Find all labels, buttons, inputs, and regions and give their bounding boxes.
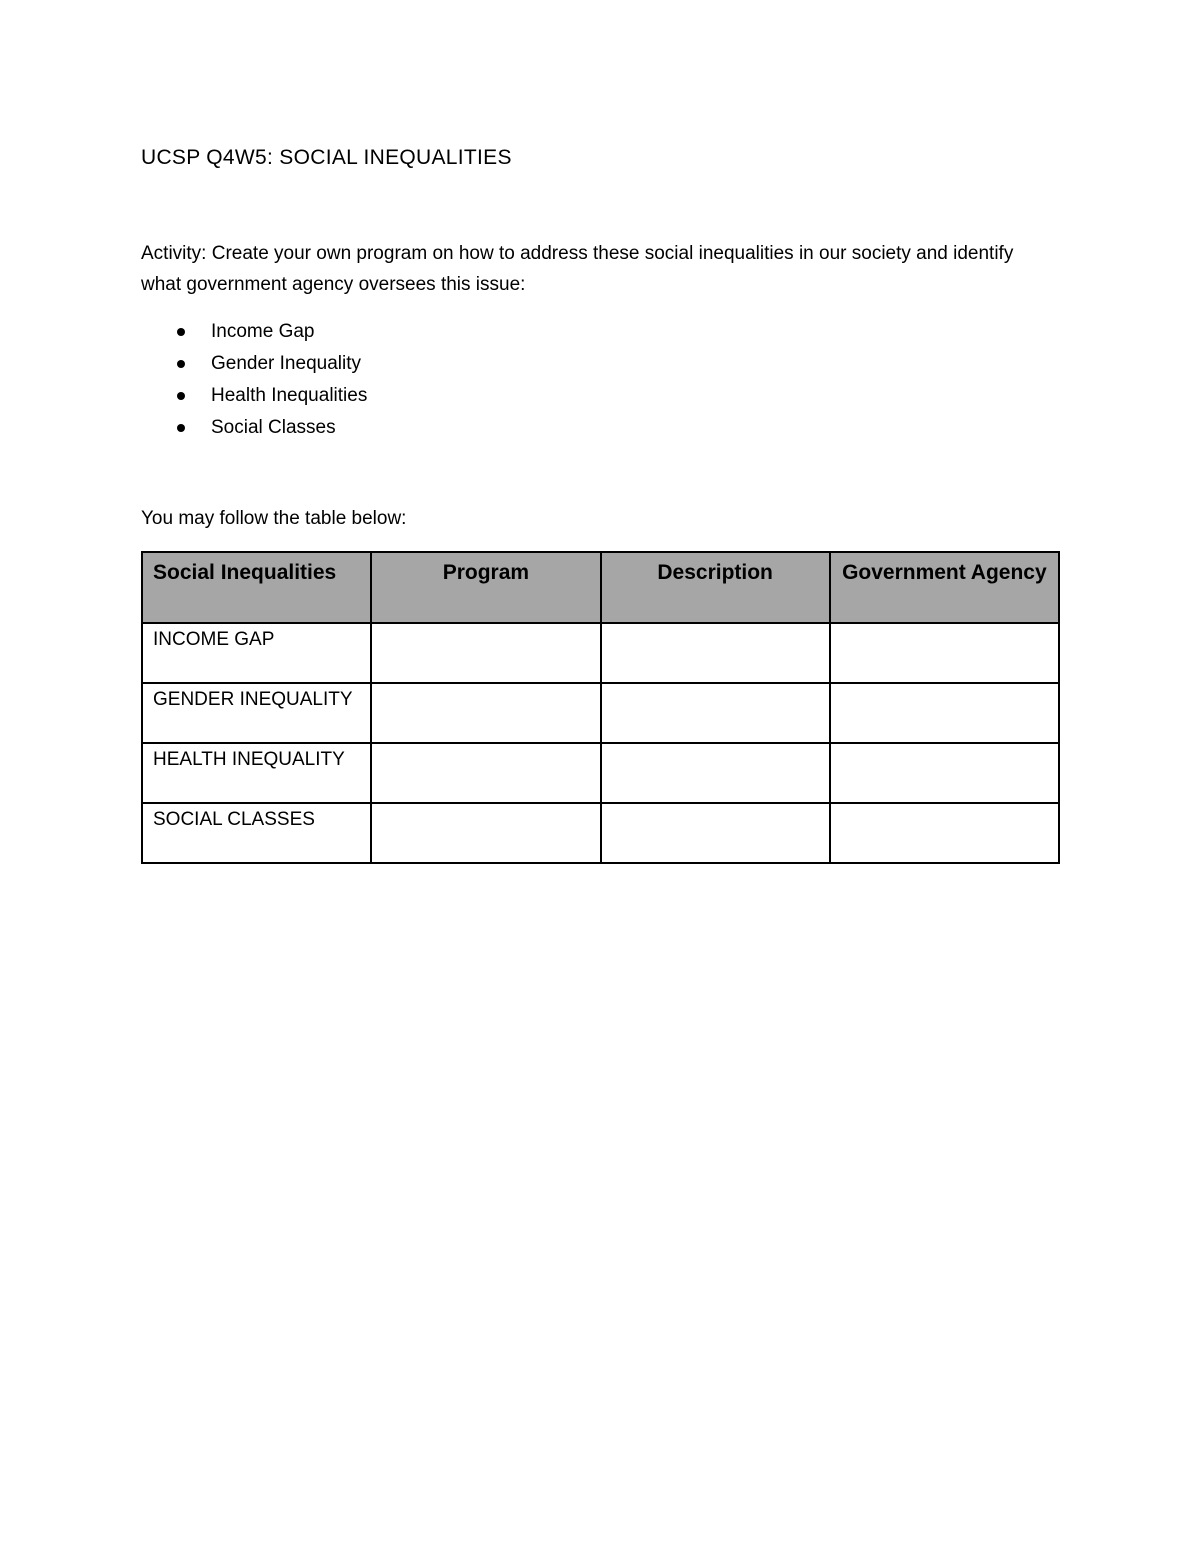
row-label: GENDER INEQUALITY — [142, 683, 371, 743]
description-cell — [601, 803, 830, 863]
list-item-label: Social Classes — [211, 417, 336, 438]
column-header-government-agency: Government Agency — [830, 552, 1059, 623]
table-row — [142, 623, 1059, 683]
agency-cell — [830, 803, 1059, 863]
program-cell — [371, 623, 600, 683]
agency-cell — [830, 623, 1059, 683]
description-cell — [601, 683, 830, 743]
table-row — [142, 683, 1059, 743]
row-label: SOCIAL CLASSES — [142, 803, 371, 863]
table-header-row — [142, 552, 1059, 623]
agency-cell — [830, 683, 1059, 743]
table-row — [142, 803, 1059, 863]
row-label: INCOME GAP — [142, 623, 371, 683]
table-intro: You may follow the table below: — [141, 508, 407, 529]
bullet-icon — [177, 360, 185, 368]
list-item — [141, 348, 367, 380]
program-cell — [371, 803, 600, 863]
page-title: UCSP Q4W5: SOCIAL INEQUALITIES — [141, 146, 512, 169]
list-item-label: Health Inequalities — [211, 385, 368, 406]
column-header-description: Description — [601, 552, 830, 623]
inequalities-table — [141, 551, 1060, 864]
program-cell — [371, 743, 600, 803]
bullet-icon — [177, 424, 185, 432]
list-item-label: Gender Inequality — [211, 353, 361, 374]
column-header-program: Program — [371, 552, 600, 623]
agency-cell — [830, 743, 1059, 803]
activity-instructions: Activity: Create your own program on how to address these social inequalities in our society and identify what government agency oversees this issue: — [141, 243, 1014, 295]
inequality-list — [141, 316, 367, 444]
column-header-social-inequalities: Social Inequalities — [142, 552, 371, 623]
bullet-icon — [177, 392, 185, 400]
description-cell — [601, 623, 830, 683]
bullet-icon — [177, 328, 185, 336]
table-row — [142, 743, 1059, 803]
list-item — [141, 412, 367, 444]
list-item — [141, 380, 367, 412]
row-label: HEALTH INEQUALITY — [142, 743, 371, 803]
description-cell — [601, 743, 830, 803]
program-cell — [371, 683, 600, 743]
list-item — [141, 316, 367, 348]
list-item-label: Income Gap — [211, 321, 315, 342]
